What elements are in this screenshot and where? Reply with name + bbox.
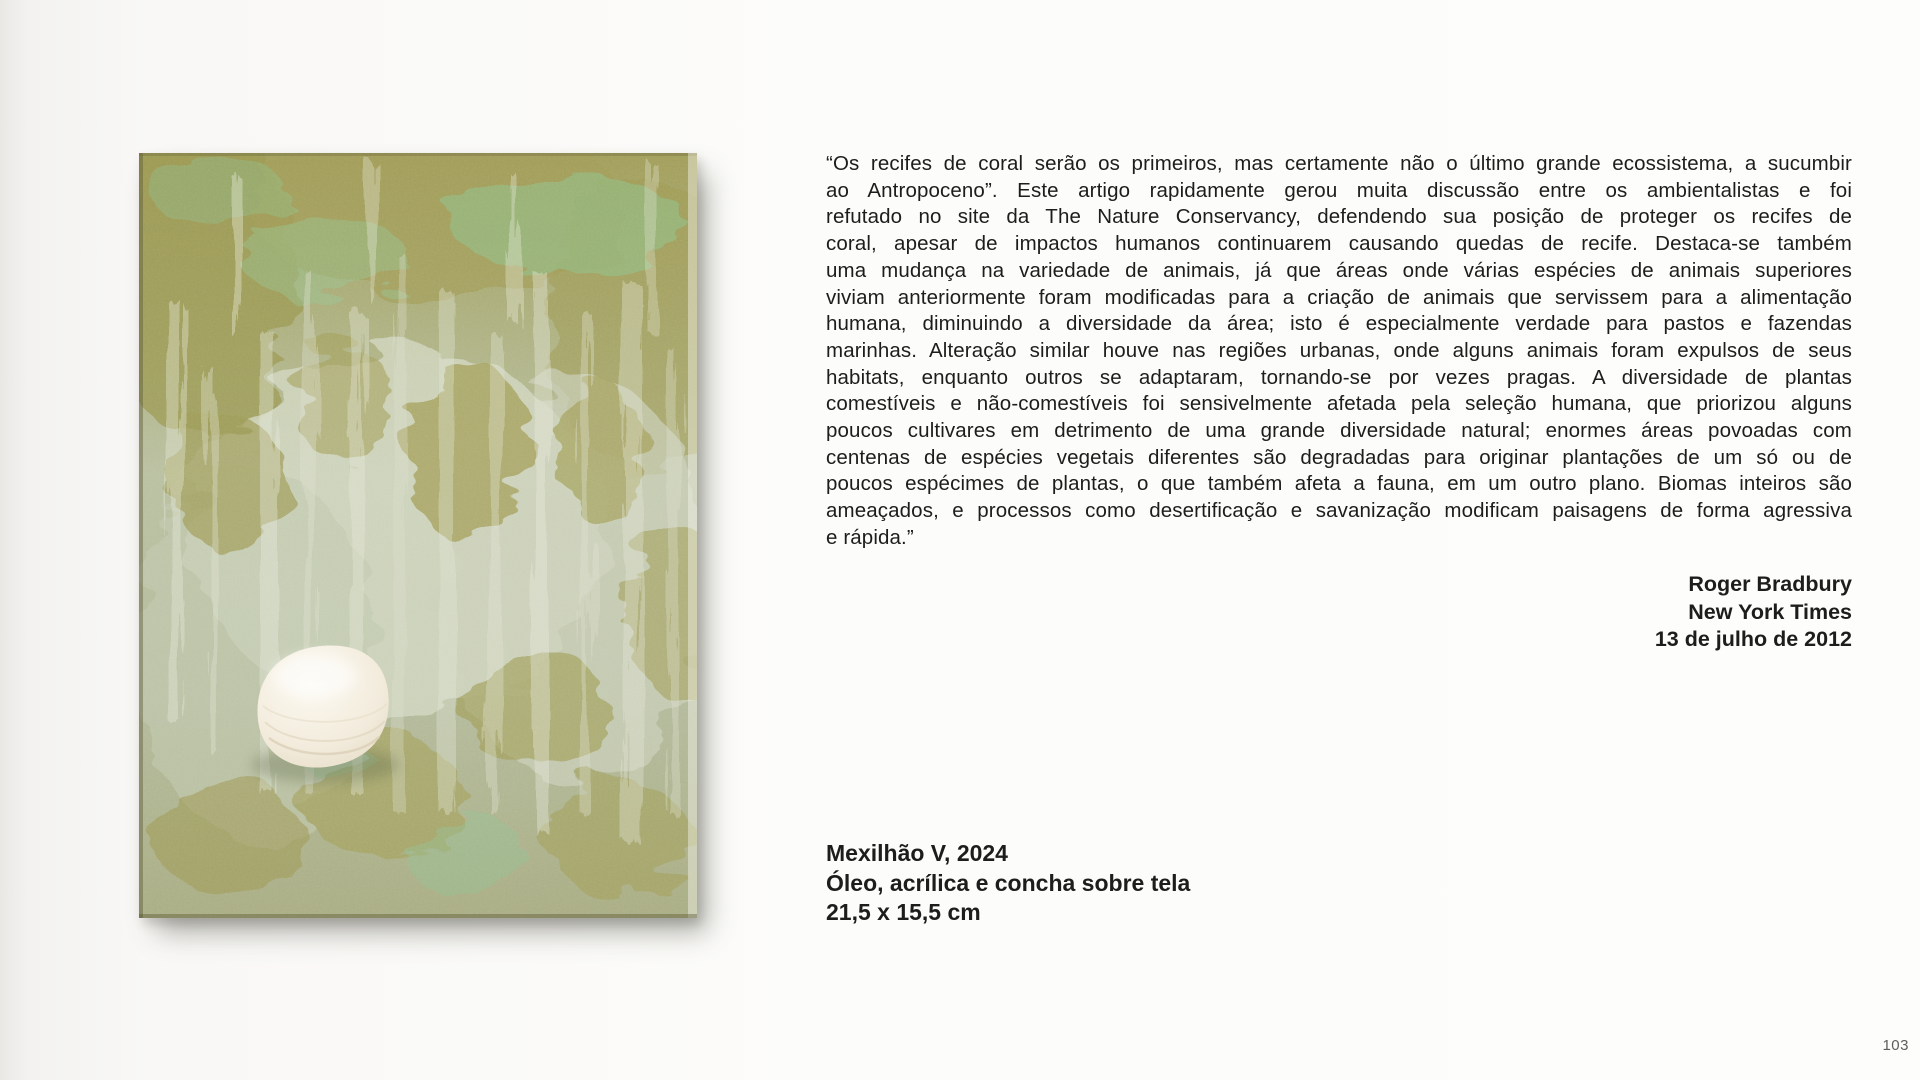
artwork-photo	[139, 153, 697, 918]
artwork-caption	[826, 839, 1190, 928]
quote-attribution	[826, 571, 1852, 654]
canvas-right-edge	[688, 153, 697, 918]
quote-block	[826, 151, 1852, 552]
quote-line: humana, diminuindo a diversidade da área; isto é especialmente verdade para pastos e fazendas	[826, 312, 1852, 336]
quote-line: comestíveis e não-comestíveis foi sensivelmente afetada pela seleção humana, que priorizou alguns	[826, 392, 1852, 416]
quote-line: poucos espécimes de plantas, o que também afeta a fauna, em um outro plano. Biomas inteiros são	[826, 472, 1852, 496]
attribution-date: 13 de julho de 2012	[1654, 627, 1852, 651]
caption-medium: Óleo, acrílica e concha sobre tela	[826, 869, 1191, 896]
canvas-bottom-edge	[139, 914, 697, 918]
quote-line: viviam anteriormente foram modificadas para a criação de animais que servissem para a alimentação	[826, 285, 1852, 309]
painting-image	[139, 153, 697, 918]
canvas-left-edge	[139, 153, 143, 918]
quote-line: refutado no site da The Nature Conservancy, defendendo sua posição de proteger os recifes de	[826, 205, 1852, 229]
quote-line: e rápida.”	[826, 525, 914, 549]
canvas-grain	[139, 153, 697, 918]
quote-line: marinhas. Alteração similar houve nas regiões urbanas, onde alguns animais foram expulsos de seus	[826, 338, 1852, 362]
quote-line: habitats, enquanto outros se adaptaram, tornando-se por vezes pragas. A diversidade de plantas	[826, 365, 1852, 389]
quote-line: ameaçados, e processos como desertificação e savanização modificam paisagens de forma agressiva	[826, 499, 1852, 523]
quote-line: coral, apesar de impactos humanos continuarem causando quedas de recife. Destaca-se também	[826, 232, 1852, 256]
canvas-top-edge	[139, 153, 697, 156]
caption-title: Mexilhão V, 2024	[826, 840, 1008, 866]
quote-line: centenas de espécies vegetais diferentes são degradadas para originar plantações de um só ou de	[826, 445, 1852, 469]
attribution-publication: New York Times	[1688, 599, 1852, 624]
attribution-author: Roger Bradbury	[1688, 572, 1852, 596]
quote-line: uma mudança na variedade de animais, já que áreas onde várias espécies de animais superiores	[826, 258, 1852, 282]
page-number: 103	[1882, 1037, 1909, 1054]
quote-line: ao Antropoceno”. Este artigo rapidamente gerou muita discussão entre os ambientalistas e foi	[826, 178, 1852, 202]
caption-dimensions: 21,5 x 15,5 cm	[826, 899, 981, 925]
quote-line: “Os recifes de coral serão os primeiros, mas certamente não o último grande ecossistema, a sucumbir	[826, 152, 1852, 175]
quote-line: poucos cultivares em detrimento de uma grande diversidade natural; enormes áreas povoadas com	[826, 419, 1852, 443]
